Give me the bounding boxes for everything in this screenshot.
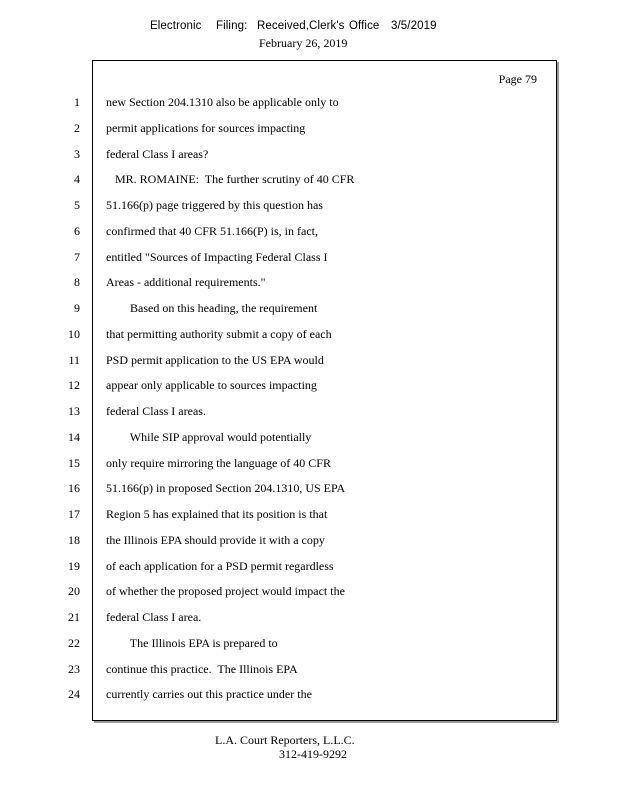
line-number: 2 [74, 120, 80, 135]
transcript-line [0, 455, 618, 481]
line-text: the Illinois EPA should provide it with a copy [106, 532, 325, 547]
stamp-electronic: Electronic [150, 20, 202, 32]
line-text: entitled "Sources of Impacting Federal Class I [106, 249, 328, 264]
line-text: permit applications for sources impacting [106, 120, 306, 135]
line-text: that permitting authority submit a copy of each [106, 326, 332, 341]
transcript-line [0, 583, 618, 609]
line-number: 8 [74, 275, 80, 290]
transcript-line [0, 532, 618, 558]
line-text: currently carries out this practice under the [106, 687, 312, 702]
line-text: MR. ROMAINE: The further scrutiny of 40 CFR [106, 172, 355, 187]
transcript-line [0, 635, 618, 661]
transcript-line [0, 609, 618, 635]
line-number: 5 [74, 198, 80, 212]
line-text: federal Class I area. [106, 610, 202, 624]
transcript-line [0, 326, 618, 352]
filing-stamp [150, 20, 437, 32]
document-date: February 26, 2019 [259, 36, 348, 50]
line-number: 17 [68, 507, 80, 521]
stamp-office: Office [349, 20, 380, 32]
transcript-line [0, 661, 618, 687]
footer-company: L.A. Court Reporters, L.L.C. [215, 733, 355, 747]
line-number: 9 [74, 301, 80, 315]
line-number: 21 [68, 610, 80, 624]
line-text: 51.166(p) page triggered by this question has [106, 198, 323, 212]
line-text: appear only applicable to sources impacting [106, 378, 317, 393]
footer-phone: 312-419-9292 [279, 747, 347, 761]
line-text: confirmed that 40 CFR 51.166(P) is, in fact, [106, 223, 318, 238]
transcript-line [0, 120, 618, 146]
stamp-filing: Filing: [216, 20, 248, 32]
line-number: 3 [74, 146, 80, 161]
line-number: 16 [68, 481, 80, 496]
transcript-line [0, 429, 618, 455]
line-number: 19 [68, 558, 80, 573]
transcript-line [0, 171, 618, 197]
transcript-line [0, 480, 618, 506]
line-text: federal Class I areas. [106, 404, 206, 418]
transcript-line [0, 249, 618, 275]
line-number: 10 [68, 326, 80, 341]
transcript-line [0, 506, 618, 532]
page-number: Page 79 [498, 72, 537, 86]
line-text: The Illinois EPA is prepared to [106, 635, 278, 650]
transcript-line [0, 197, 618, 223]
line-number: 15 [68, 455, 80, 470]
transcript-line [0, 300, 618, 326]
transcript-line [0, 377, 618, 403]
line-number: 1 [74, 95, 80, 109]
line-text: PSD permit application to the US EPA would [106, 352, 324, 367]
line-text: new Section 204.1310 also be applicable only to [106, 95, 339, 109]
line-text: Based on this heading, the requirement [106, 301, 318, 315]
line-number: 24 [68, 687, 80, 702]
line-text: only require mirroring the language of 40 CFR [106, 455, 331, 470]
line-number: 18 [68, 532, 80, 547]
line-text: continue this practice. The Illinois EPA [106, 661, 298, 676]
transcript-line [0, 223, 618, 249]
line-text: While SIP approval would potentially [106, 429, 312, 444]
stamp-date: 3/5/2019 [391, 20, 437, 32]
line-number: 23 [68, 661, 80, 676]
line-number: 20 [68, 584, 80, 599]
line-text: Region 5 has explained that its position is that [106, 507, 328, 521]
transcript-line [0, 146, 618, 172]
transcript-line [0, 274, 618, 300]
line-number: 13 [68, 404, 80, 418]
line-number: 7 [74, 249, 80, 264]
stamp-received: Received,Clerk's [257, 20, 345, 32]
line-number: 6 [74, 223, 80, 238]
line-text: 51.166(p) in proposed Section 204.1310, US EPA [106, 481, 346, 496]
line-number: 4 [74, 172, 80, 187]
transcript-line [0, 94, 618, 120]
line-number: 22 [68, 635, 80, 650]
line-number: 12 [68, 378, 80, 393]
transcript-line [0, 352, 618, 378]
line-text: of each application for a PSD permit regardless [106, 558, 334, 573]
line-text: Areas - additional requirements." [106, 275, 266, 290]
line-text: of whether the proposed project would impact the [106, 584, 345, 599]
line-number: 11 [68, 352, 80, 367]
transcript-line [0, 558, 618, 584]
line-text: federal Class I areas? [106, 146, 209, 161]
transcript-line [0, 686, 618, 712]
transcript-line [0, 403, 618, 429]
transcript-lines [0, 94, 618, 712]
line-number: 14 [68, 429, 80, 444]
